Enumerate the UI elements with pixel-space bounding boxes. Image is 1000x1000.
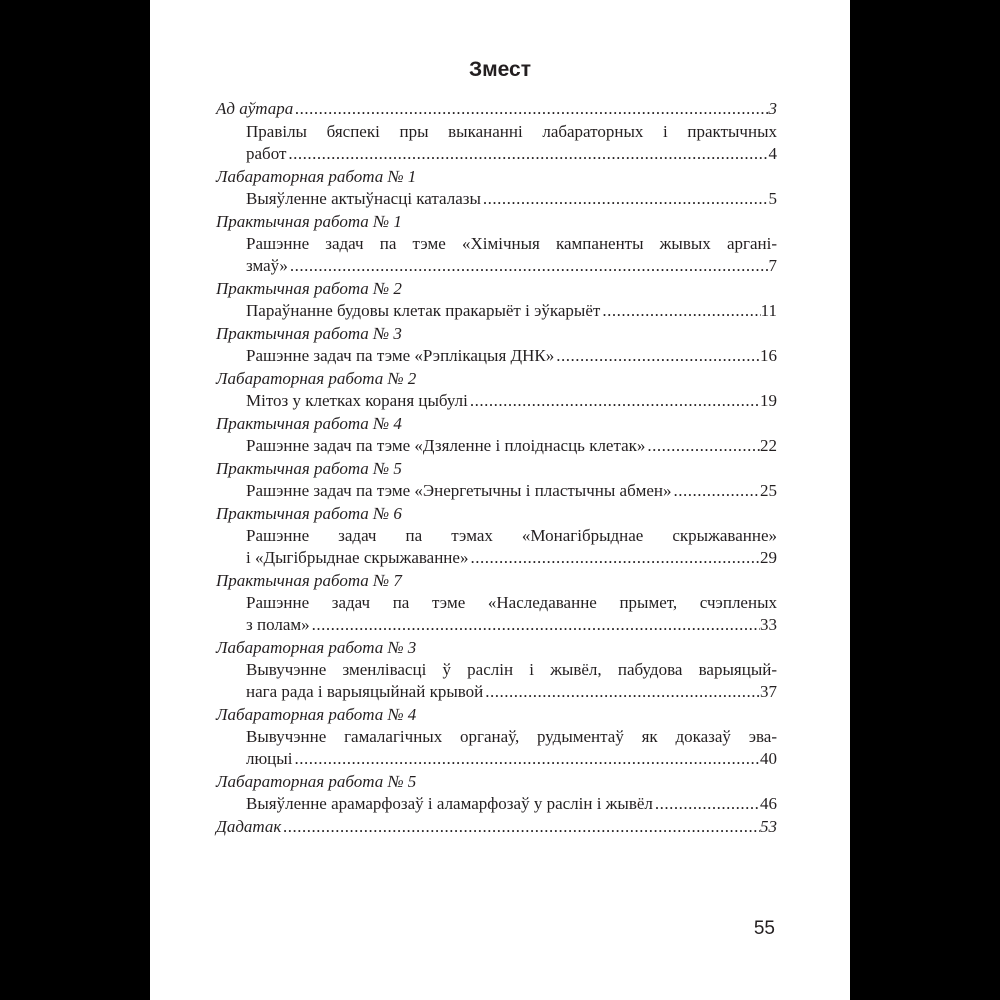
- toc-section-heading: Практычная работа № 7: [216, 571, 402, 590]
- toc-entry-practical-6[interactable]: [216, 503, 777, 569]
- toc-entry-appendix[interactable]: [216, 816, 777, 838]
- toc-page-number: 4: [768, 144, 777, 163]
- toc-entry-lab-4[interactable]: [216, 704, 777, 770]
- dot-leader: [286, 143, 768, 165]
- toc-section-heading: Практычная работа № 6: [216, 504, 402, 523]
- toc-entry-title: Рашэнне задач па тэме «Энергетычны і пластычны абмен»: [246, 481, 672, 500]
- toc-section-heading: Лабараторная работа № 4: [216, 705, 417, 724]
- toc-page-number: 5: [768, 189, 777, 208]
- dot-leader: [310, 614, 760, 636]
- toc-page-number: 29: [760, 548, 777, 567]
- toc-entry-practical-4[interactable]: [216, 413, 777, 457]
- dot-leader: [645, 435, 760, 457]
- toc-entry-title: Дадатак: [216, 817, 282, 836]
- toc-section-heading: Практычная работа № 3: [216, 324, 402, 343]
- toc-entry-title: Параўнанне будовы клетак пракарыёт і эўкарыёт: [246, 301, 601, 320]
- toc-section-heading: Практычная работа № 1: [216, 212, 402, 231]
- toc-entry-practical-1[interactable]: [216, 211, 777, 277]
- dot-leader: [483, 681, 760, 703]
- toc-page-number: 40: [760, 749, 777, 768]
- toc-entry-title-line2: змаў»: [246, 256, 288, 275]
- toc-page-number: 11: [760, 301, 777, 320]
- toc-entry-practical-3[interactable]: [216, 323, 777, 367]
- dot-leader: [288, 255, 769, 277]
- toc-entry-title: Выяўленне арамарфозаў і аламарфозаў у раслін і жывёл: [246, 794, 653, 813]
- toc-page-number: 16: [760, 346, 777, 365]
- toc-entry-title-line2: нага рада і варыяцыйнай крывой: [246, 682, 484, 701]
- dot-leader: [671, 480, 760, 502]
- toc-section-heading: Практычная работа № 2: [216, 279, 402, 298]
- toc-entry-lab-2[interactable]: [216, 368, 777, 412]
- dot-leader: [281, 816, 760, 838]
- book-page: [150, 0, 850, 1000]
- toc-entry-practical-7[interactable]: [216, 570, 777, 636]
- toc-entry-title: Рашэнне задач па тэме «Рэплікацыя ДНК»: [246, 346, 555, 365]
- dot-leader: [653, 793, 760, 815]
- toc-entry-title-line1: Рашэнне задач па тэме «Наследаванне прымет, счэпленых: [246, 593, 777, 612]
- page-number: 55: [753, 918, 775, 939]
- toc-entry-preface[interactable]: [216, 98, 777, 120]
- toc-page-number: 3: [768, 99, 777, 118]
- toc-entry-lab-1[interactable]: [216, 166, 777, 210]
- toc-section-heading: Практычная работа № 5: [216, 459, 402, 478]
- toc-section-heading: Лабараторная работа № 5: [216, 772, 417, 791]
- toc-entry-title: Мітоз у клетках кораня цыбулі: [246, 391, 468, 410]
- toc-entry-lab-3[interactable]: [216, 637, 777, 703]
- toc-entry-title-line2: люцыі: [246, 749, 293, 768]
- toc-entry-title-line2: з полам»: [246, 615, 310, 634]
- toc-entry-practical-5[interactable]: [216, 458, 777, 502]
- toc-entry-title: Ад аўтара: [216, 99, 294, 118]
- toc-section-heading: Практычная работа № 4: [216, 414, 402, 433]
- toc-page-number: 25: [760, 481, 777, 500]
- toc-page-number: 19: [760, 391, 777, 410]
- table-of-contents: [216, 98, 777, 839]
- toc-entry-safety-rules[interactable]: [216, 121, 777, 165]
- toc-entry-title-line2: работ: [246, 144, 287, 163]
- dot-leader: [468, 547, 760, 569]
- dot-leader: [292, 748, 760, 770]
- toc-section-heading: Лабараторная работа № 1: [216, 167, 417, 186]
- toc-entry-title-line1: Вывучэнне зменлівасці ў раслін і жывёл, пабудова варыяцый-: [246, 660, 777, 679]
- toc-section-heading: Лабараторная работа № 3: [216, 638, 417, 657]
- dot-leader: [293, 98, 768, 120]
- toc-page-number: 33: [760, 615, 777, 634]
- toc-page-number: 46: [760, 794, 777, 813]
- toc-page-number: 37: [760, 682, 777, 701]
- dot-leader: [481, 188, 769, 210]
- toc-entry-title: Рашэнне задач па тэме «Дзяленне і плоіднасць клетак»: [246, 436, 646, 455]
- dot-leader: [468, 390, 760, 412]
- dot-leader: [600, 300, 760, 322]
- toc-page-number: 22: [760, 436, 777, 455]
- toc-entry-title-line1: Правілы бяспекі пры выкананні лабараторных і практычных: [246, 122, 777, 141]
- toc-entry-title: Выяўленне актыўнасці каталазы: [246, 189, 481, 208]
- toc-page-number: 7: [768, 256, 777, 275]
- toc-entry-practical-2[interactable]: [216, 278, 777, 322]
- toc-entry-title-line1: Рашэнне задач па тэме «Хімічныя кампаненты жывых аргані-: [246, 234, 777, 253]
- toc-entry-title-line1: Вывучэнне гамалагічных органаў, рудыментаў як доказаў эва-: [246, 727, 777, 746]
- toc-entry-lab-5[interactable]: [216, 771, 777, 815]
- toc-section-heading: Лабараторная работа № 2: [216, 369, 417, 388]
- toc-page-number: 53: [760, 817, 777, 836]
- toc-entry-title-line2: і «Дыгібрыднае скрыжаванне»: [246, 548, 469, 567]
- dot-leader: [554, 345, 760, 367]
- toc-entry-title-line1: Рашэнне задач па тэмах «Монагібрыднае скрыжаванне»: [246, 526, 777, 545]
- page-title: Змест: [468, 58, 532, 81]
